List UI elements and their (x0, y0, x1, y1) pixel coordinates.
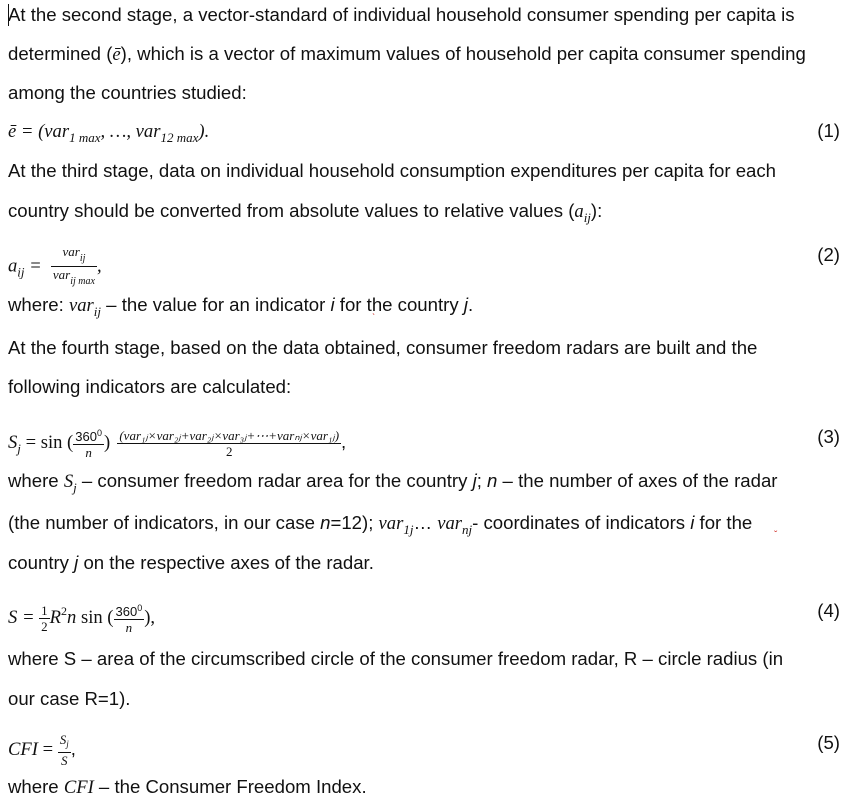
paragraph-line: determined (ē), which is a vector of maximum values of household per capita consumer spending (8, 43, 806, 65)
fraction: $\frac{1}{2}$ (41, 602, 48, 634)
equation-2: $a_{ij}$ = $\frac{var_{ij}}{var_{ij max}}$ , (2) (8, 244, 840, 287)
paragraph-line: where CFI – the Consumer Freedom Index. (8, 776, 367, 798)
paragraph-line: country j on the respective axes of the radar. (8, 552, 374, 573)
paragraph-line: our case R=1). (8, 688, 131, 709)
equation-3: $S_j = \sin$ ( $\frac{360^0}{n}$ ) $\frac{\text{(var₁ⱼ×var₂ⱼ+var₂ⱼ×var₃ⱼ+⋯+varₙⱼ×var₁ⱼ)}}{2}$ , (3) (8, 426, 840, 460)
fraction: $\frac{360^0}{n}$ (115, 603, 143, 636)
equation-1: ē = (var$_{1 max}$, …, var$_{12 max}$). (1) (8, 120, 840, 145)
spellcheck-mark: ˋ (372, 313, 376, 324)
paragraph-line: where $S_j$ – consumer freedom radar area for the country j; n – the number of axes of the radar (8, 470, 778, 495)
paragraph-line: At the third stage, data on individual household consumption expenditures per capita for each (8, 160, 777, 181)
equation-number: (3) (817, 426, 840, 447)
fraction: $\frac{\text{(var₁ⱼ×var₂ⱼ+var₂ⱼ×var₃ⱼ+⋯+varₙⱼ×var₁ⱼ)}}{2}$ (119, 427, 340, 459)
paragraph-line: following indicators are calculated: (8, 376, 292, 397)
fraction: $\frac{360^0}{n}$ (75, 428, 102, 460)
spellcheck-mark: ˇ (774, 530, 778, 541)
paragraph-line: (the number of indicators, in our case n=12); var$_{1j}$… var$_{nj}$- coordinates of indicators i for the (8, 512, 753, 537)
paragraph-line: At the second stage, a vector-standard of individual household consumer spending per capita is (8, 4, 795, 25)
paragraph-line: where: var$_{ij}$ – the value for an indicator i for the country j. (8, 294, 474, 319)
equation-4: S = $\frac{1}{2}$ $R^2n$ sin ( $\frac{360^0}{n}$ ), (4) (8, 600, 840, 636)
fraction: $\frac{S_j}{S}$ (59, 732, 69, 768)
equation-number: (4) (817, 600, 840, 621)
paragraph-line: among the countries studied: (8, 82, 247, 103)
paragraph-line: At the fourth stage, based on the data obtained, consumer freedom radars are built and the (8, 337, 758, 358)
paragraph-line: country should be converted from absolute values to relative values $(a_{ij})$: (8, 200, 603, 225)
paragraph-line: where S – area of the circumscribed circle of the consumer freedom radar, R – circle radius (in (8, 648, 784, 669)
fraction: $\frac{var_{ij}}{var_{ij max}}$ (52, 244, 95, 287)
equation-number: (1) (817, 120, 840, 141)
equation-number: (5) (817, 732, 840, 753)
equation-5: CFI = $\frac{S_j}{S}$ , (5) (8, 732, 840, 768)
equation-number: (2) (817, 244, 840, 265)
